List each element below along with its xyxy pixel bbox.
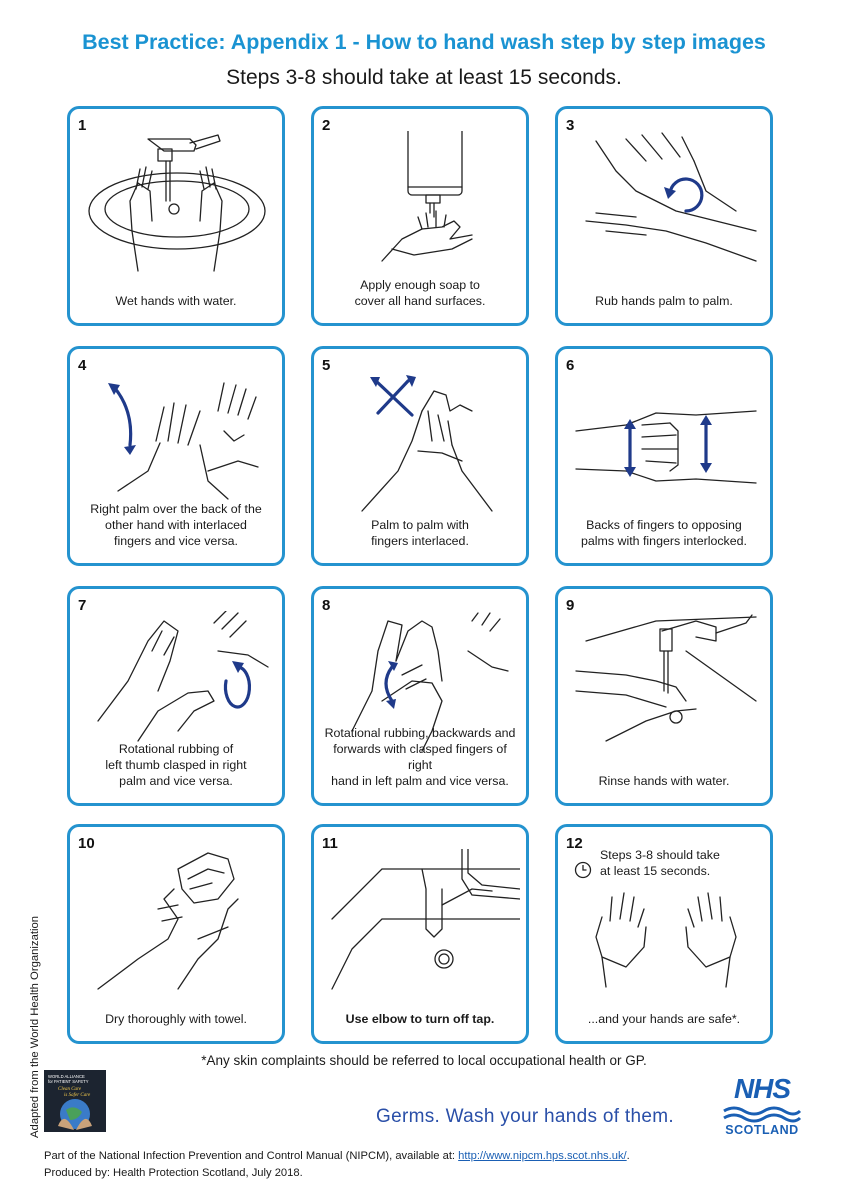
- who-logo-line3: Clean Care: [58, 1087, 82, 1092]
- footer-prefix: Part of the National Infection Prevention and Control Manual (NIPCM), available at:: [44, 1150, 459, 1162]
- step-card-1: [67, 106, 285, 326]
- page-title: Best Practice: Appendix 1 - How to hand wash step by step images: [82, 30, 766, 54]
- step-card-8: [311, 586, 529, 806]
- step-number: 7: [78, 597, 87, 614]
- attribution-vertical-text: Adapted from the World Health Organization: [29, 915, 41, 1138]
- interlaced-fingers-illustration: [322, 371, 520, 517]
- step-number: 11: [322, 835, 338, 852]
- back-of-hand-illustration: [78, 371, 276, 517]
- step-number: 2: [322, 117, 331, 134]
- skin-complaint-footnote: *Any skin complaints should be referred to local occupational health or GP.: [201, 1053, 647, 1068]
- who-patient-safety-logo: [44, 1070, 106, 1132]
- step-card-10: [67, 824, 285, 1044]
- step-caption: Backs of fingers to opposing palms with fingers interlocked.: [581, 518, 747, 548]
- step-number: 6: [566, 357, 575, 374]
- elbow-tap-illustration: [322, 849, 520, 995]
- dry-hands-towel-illustration: [78, 849, 276, 995]
- step-caption: Palm to palm with fingers interlaced.: [371, 518, 469, 548]
- step-number: 8: [322, 597, 331, 614]
- nhs-wave-icon: [722, 1105, 802, 1123]
- clean-hands-illustration: [566, 887, 764, 997]
- nipcm-link[interactable]: http://www.nipcm.hps.scot.nhs.uk/: [458, 1150, 627, 1162]
- step-card-3: [555, 106, 773, 326]
- step-card-9: [555, 586, 773, 806]
- step-number: 10: [78, 835, 95, 852]
- step-caption: Apply enough soap to cover all hand surfaces.: [354, 278, 486, 308]
- step-number: 4: [78, 357, 87, 374]
- slogan: Germs. Wash your hands of them.: [376, 1106, 674, 1127]
- step-card-7: [67, 586, 285, 806]
- step-caption: Wet hands with water.: [115, 294, 237, 308]
- page-subtitle: Steps 3-8 should take at least 15 seconds.: [226, 66, 622, 89]
- step-caption: ...and your hands are safe*.: [587, 1012, 741, 1026]
- step-caption: Rub hands palm to palm.: [595, 294, 733, 308]
- who-logo-line4: is Safer Care: [64, 1093, 91, 1098]
- step-number: 12: [566, 835, 583, 852]
- nhs-scotland-logo: [722, 1073, 802, 1137]
- nhs-mark: NHS: [733, 1073, 791, 1104]
- step-number: 5: [322, 357, 331, 374]
- step-card-4: [67, 346, 285, 566]
- soap-dispenser-illustration: [322, 131, 520, 277]
- footer-suffix: .: [626, 1150, 630, 1162]
- step-caption: Rotational rubbing, backwards and forwards with clasped fingers of right hand in left palm and vice versa.: [324, 726, 516, 788]
- step-card-5: [311, 346, 529, 566]
- step-card-6: [555, 346, 773, 566]
- wet-hands-illustration: [78, 131, 276, 277]
- step-card-2: [311, 106, 529, 326]
- step-card-11: [311, 824, 529, 1044]
- footer-line-2: Produced by: Health Protection Scotland, July 2018.: [44, 1167, 303, 1179]
- clock-icon: [574, 861, 592, 879]
- nhs-region: SCOTLAND: [725, 1123, 799, 1137]
- rinse-hands-illustration: [566, 611, 764, 757]
- timing-note: Steps 3-8 should take at least 15 seconds.: [600, 848, 720, 878]
- step-number: 3: [566, 117, 575, 134]
- step-caption: Rinse hands with water.: [598, 774, 730, 788]
- footer-line-1: [44, 1148, 630, 1165]
- footer: [44, 1148, 630, 1182]
- step-caption: Rotational rubbing of left thumb clasped in right palm and vice versa.: [105, 742, 247, 788]
- thumb-rub-illustration: [78, 611, 276, 757]
- step-number: 1: [78, 117, 87, 134]
- step-caption: Right palm over the back of the other hand with interlaced fingers and vice versa.: [90, 502, 262, 548]
- step-caption: Dry thoroughly with towel.: [105, 1012, 247, 1026]
- who-logo-line1: WORLD ALLIANCE: [48, 1074, 85, 1079]
- step-card-12: [555, 824, 773, 1044]
- palm-to-palm-illustration: [566, 131, 764, 277]
- step-caption: Use elbow to turn off tap.: [345, 1012, 495, 1026]
- who-logo-line2: for PATIENT SAFETY: [48, 1079, 89, 1084]
- interlocked-fingers-illustration: [566, 371, 764, 517]
- step-number: 9: [566, 597, 575, 614]
